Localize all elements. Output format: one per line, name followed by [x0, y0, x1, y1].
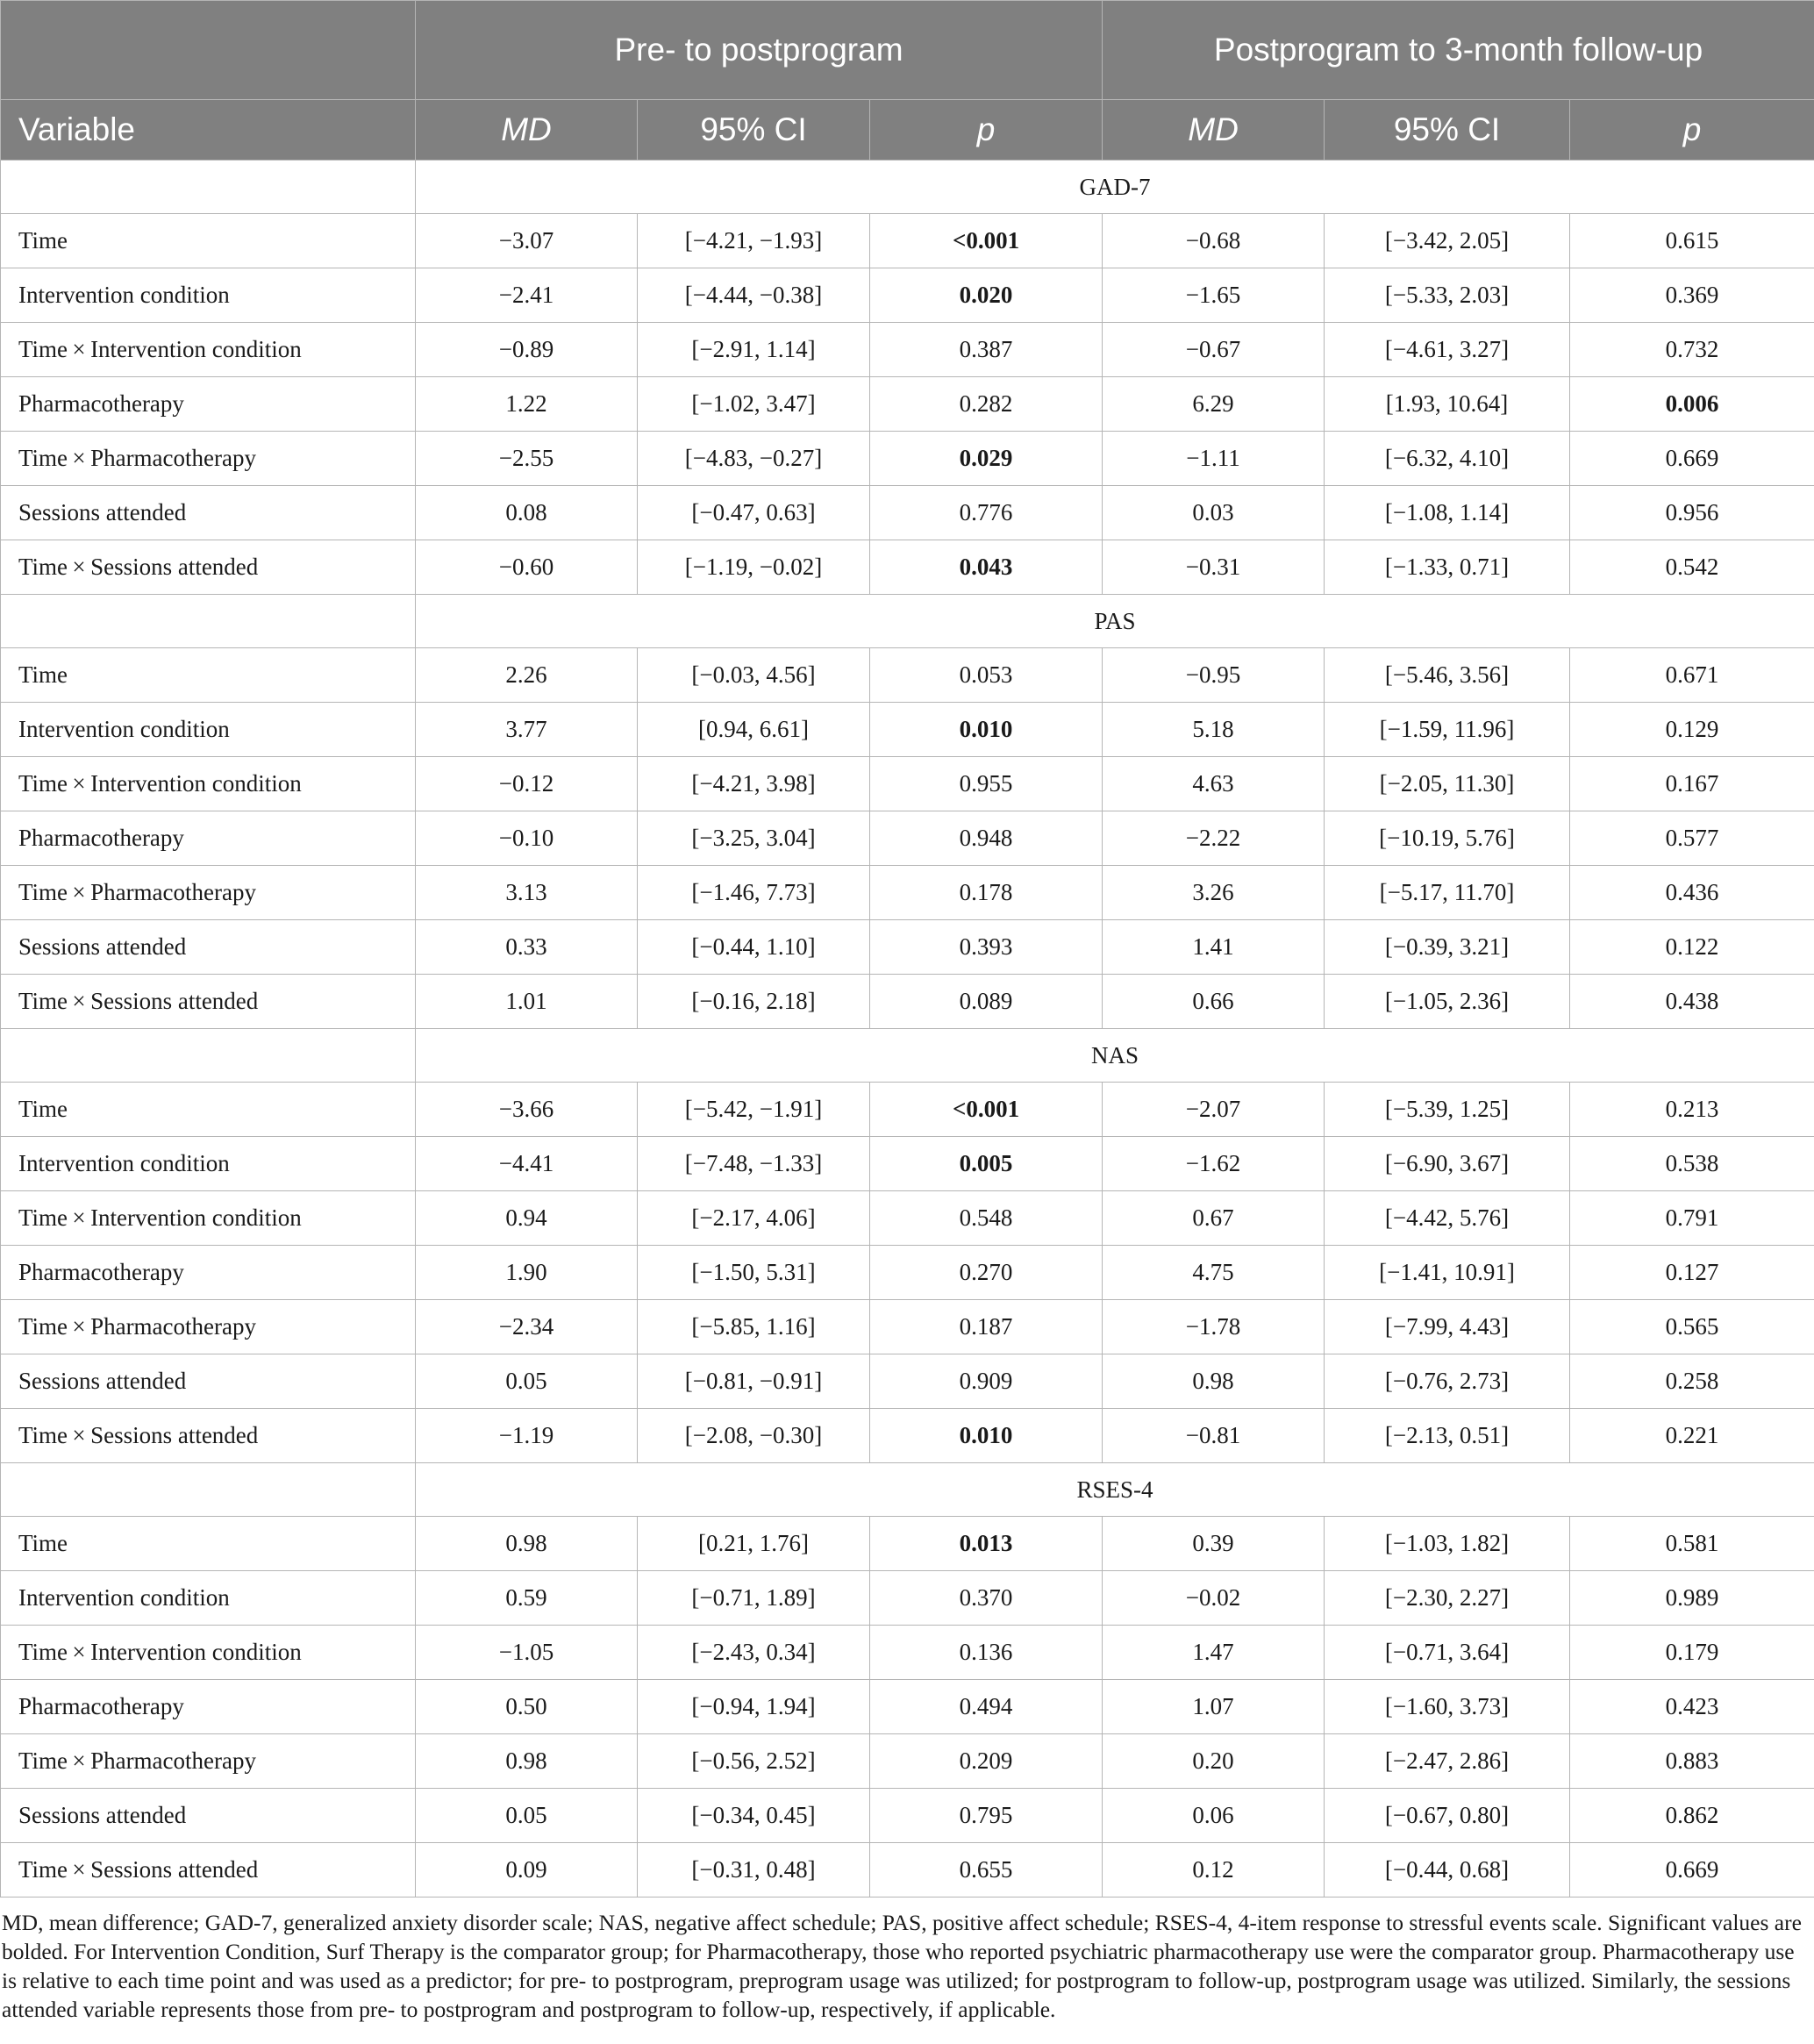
ci-pre: [−5.42, −1.91]: [638, 1083, 870, 1137]
p-pre: 0.010: [870, 703, 1103, 757]
p-pre: 0.370: [870, 1571, 1103, 1626]
header-p-pre: p: [870, 100, 1103, 161]
md-follow: 4.75: [1103, 1246, 1325, 1300]
ci-pre: [−2.08, −0.30]: [638, 1409, 870, 1463]
row-label: Intervention condition: [1, 1137, 416, 1191]
md-follow: 6.29: [1103, 377, 1325, 432]
p-follow: 0.581: [1570, 1517, 1814, 1571]
p-pre: 0.013: [870, 1517, 1103, 1571]
md-follow: 0.67: [1103, 1191, 1325, 1246]
md-follow: −2.07: [1103, 1083, 1325, 1137]
section-empty-cell: [1, 161, 416, 214]
md-follow: −0.67: [1103, 323, 1325, 377]
p-follow: 0.258: [1570, 1354, 1814, 1409]
ci-pre: [−2.91, 1.14]: [638, 323, 870, 377]
p-pre: 0.089: [870, 975, 1103, 1029]
table-row: [1, 703, 1814, 757]
ci-follow: [−4.42, 5.76]: [1325, 1191, 1570, 1246]
ci-pre: [−0.31, 0.48]: [638, 1843, 870, 1897]
table-row: [1, 486, 1814, 540]
p-pre: 0.795: [870, 1789, 1103, 1843]
ci-pre: [−4.21, 3.98]: [638, 757, 870, 811]
ci-pre: [−3.25, 3.04]: [638, 811, 870, 866]
md-pre: 0.05: [416, 1789, 638, 1843]
md-follow: 5.18: [1103, 703, 1325, 757]
row-label: Time × Sessions attended: [1, 975, 416, 1029]
ci-pre: [−0.71, 1.89]: [638, 1571, 870, 1626]
md-follow: −1.62: [1103, 1137, 1325, 1191]
ci-follow: [−0.44, 0.68]: [1325, 1843, 1570, 1897]
md-follow: 1.07: [1103, 1680, 1325, 1734]
p-follow: 0.179: [1570, 1626, 1814, 1680]
p-follow: 0.127: [1570, 1246, 1814, 1300]
p-pre: 0.494: [870, 1680, 1103, 1734]
ci-pre: [−0.16, 2.18]: [638, 975, 870, 1029]
md-follow: −0.81: [1103, 1409, 1325, 1463]
p-pre: <0.001: [870, 214, 1103, 268]
ci-pre: [−0.03, 4.56]: [638, 648, 870, 703]
ci-follow: [−5.33, 2.03]: [1325, 268, 1570, 323]
header-variable: Variable: [1, 100, 416, 161]
header-column-row: [1, 100, 1814, 161]
table-row: [1, 1680, 1814, 1734]
md-follow: 3.26: [1103, 866, 1325, 920]
p-pre: 0.270: [870, 1246, 1103, 1300]
table-row: [1, 757, 1814, 811]
table-body: [1, 161, 1814, 1897]
section-empty-cell: [1, 1029, 416, 1083]
p-pre: 0.776: [870, 486, 1103, 540]
p-follow: 0.438: [1570, 975, 1814, 1029]
md-pre: 1.01: [416, 975, 638, 1029]
md-pre: 0.33: [416, 920, 638, 975]
ci-follow: [−1.03, 1.82]: [1325, 1517, 1570, 1571]
row-label: Time × Sessions attended: [1, 1409, 416, 1463]
table-row: [1, 975, 1814, 1029]
p-pre: 0.005: [870, 1137, 1103, 1191]
row-label: Time × Intervention condition: [1, 1191, 416, 1246]
row-label: Time: [1, 214, 416, 268]
ci-pre: [−2.43, 0.34]: [638, 1626, 870, 1680]
p-follow: 0.006: [1570, 377, 1814, 432]
ci-follow: [−0.67, 0.80]: [1325, 1789, 1570, 1843]
md-pre: 1.90: [416, 1246, 638, 1300]
ci-follow: [−4.61, 3.27]: [1325, 323, 1570, 377]
p-follow: 0.221: [1570, 1409, 1814, 1463]
md-follow: 0.98: [1103, 1354, 1325, 1409]
md-follow: 0.20: [1103, 1734, 1325, 1789]
ci-follow: [−1.60, 3.73]: [1325, 1680, 1570, 1734]
table-footnote: MD, mean difference; GAD-7, generalized anxiety disorder scale; NAS, negative affect schedule; PAS, positive affect schedule; RSES-4, 4-item response to stressful events scale. Significant values are bolded. For Intervention Condition, Surf Therapy is the comparator group; for Pharmacotherapy, those who reported psychiatric pharmacotherapy use were the comparator group. Pharmacotherapy use is relative to each time point and was used as a predictor; for pre- to postprogram, preprogram usage was utilized; for postprogram to follow-up, postprogram usage was utilized. Similarly, the sessions attended variable represents those from pre- to postprogram and postprogram to follow-up, respectively, if applicable.: [2, 1910, 1802, 2022]
md-pre: −3.07: [416, 214, 638, 268]
header-md-pre: MD: [416, 100, 638, 161]
row-label: Time × Pharmacotherapy: [1, 866, 416, 920]
p-follow: 0.423: [1570, 1680, 1814, 1734]
p-follow: 0.791: [1570, 1191, 1814, 1246]
p-follow: 0.669: [1570, 432, 1814, 486]
p-follow: 0.989: [1570, 1571, 1814, 1626]
ci-pre: [−1.19, −0.02]: [638, 540, 870, 595]
row-label: Time: [1, 1517, 416, 1571]
md-follow: 0.03: [1103, 486, 1325, 540]
section-row: [1, 595, 1814, 648]
p-pre: 0.178: [870, 866, 1103, 920]
p-follow: 0.577: [1570, 811, 1814, 866]
ci-follow: [−1.05, 2.36]: [1325, 975, 1570, 1029]
p-follow: 0.862: [1570, 1789, 1814, 1843]
header-group-row: [1, 1, 1814, 100]
section-title: GAD-7: [416, 161, 1814, 214]
ci-follow: [−1.08, 1.14]: [1325, 486, 1570, 540]
p-follow: 0.669: [1570, 1843, 1814, 1897]
ci-pre: [0.94, 6.61]: [638, 703, 870, 757]
md-follow: −1.65: [1103, 268, 1325, 323]
md-pre: −1.19: [416, 1409, 638, 1463]
table-row: [1, 268, 1814, 323]
section-empty-cell: [1, 1463, 416, 1517]
header-empty-cell: [1, 1, 416, 100]
md-pre: −0.89: [416, 323, 638, 377]
md-pre: 0.50: [416, 1680, 638, 1734]
row-label: Intervention condition: [1, 268, 416, 323]
ci-follow: [−5.46, 3.56]: [1325, 648, 1570, 703]
header-md-follow: MD: [1103, 100, 1325, 161]
row-label: Sessions attended: [1, 1354, 416, 1409]
row-label: Sessions attended: [1, 920, 416, 975]
ci-pre: [−5.85, 1.16]: [638, 1300, 870, 1354]
p-pre: 0.387: [870, 323, 1103, 377]
ci-follow: [−1.41, 10.91]: [1325, 1246, 1570, 1300]
p-pre: 0.955: [870, 757, 1103, 811]
section-title: PAS: [416, 595, 1814, 648]
p-pre: 0.393: [870, 920, 1103, 975]
p-follow: 0.883: [1570, 1734, 1814, 1789]
row-label: Pharmacotherapy: [1, 377, 416, 432]
p-pre: 0.948: [870, 811, 1103, 866]
table-row: [1, 648, 1814, 703]
md-follow: 4.63: [1103, 757, 1325, 811]
row-label: Time × Sessions attended: [1, 540, 416, 595]
p-pre: 0.655: [870, 1843, 1103, 1897]
md-follow: −0.31: [1103, 540, 1325, 595]
row-label: Time × Intervention condition: [1, 323, 416, 377]
md-pre: 0.98: [416, 1734, 638, 1789]
ci-follow: [−5.17, 11.70]: [1325, 866, 1570, 920]
p-pre: 0.282: [870, 377, 1103, 432]
md-pre: −2.55: [416, 432, 638, 486]
table-row: [1, 1734, 1814, 1789]
md-pre: 0.09: [416, 1843, 638, 1897]
md-follow: 1.47: [1103, 1626, 1325, 1680]
ci-follow: [−10.19, 5.76]: [1325, 811, 1570, 866]
p-follow: 0.956: [1570, 486, 1814, 540]
p-pre: 0.020: [870, 268, 1103, 323]
ci-follow: [−0.39, 3.21]: [1325, 920, 1570, 975]
ci-pre: [−0.44, 1.10]: [638, 920, 870, 975]
md-follow: −0.68: [1103, 214, 1325, 268]
row-label: Time × Pharmacotherapy: [1, 1300, 416, 1354]
table-row: [1, 540, 1814, 595]
ci-pre: [−0.94, 1.94]: [638, 1680, 870, 1734]
md-follow: −2.22: [1103, 811, 1325, 866]
md-follow: 0.39: [1103, 1517, 1325, 1571]
p-follow: 0.369: [1570, 268, 1814, 323]
section-row: [1, 1463, 1814, 1517]
p-pre: 0.136: [870, 1626, 1103, 1680]
row-label: Time × Pharmacotherapy: [1, 1734, 416, 1789]
p-follow: 0.213: [1570, 1083, 1814, 1137]
ci-pre: [−2.17, 4.06]: [638, 1191, 870, 1246]
ci-follow: [−1.33, 0.71]: [1325, 540, 1570, 595]
row-label: Sessions attended: [1, 486, 416, 540]
section-row: [1, 1029, 1814, 1083]
ci-follow: [−2.13, 0.51]: [1325, 1409, 1570, 1463]
ci-pre: [−0.81, −0.91]: [638, 1354, 870, 1409]
p-follow: 0.538: [1570, 1137, 1814, 1191]
md-follow: −1.78: [1103, 1300, 1325, 1354]
table-row: [1, 1354, 1814, 1409]
row-label: Intervention condition: [1, 1571, 416, 1626]
p-follow: 0.565: [1570, 1300, 1814, 1354]
p-pre: 0.010: [870, 1409, 1103, 1463]
md-pre: 0.08: [416, 486, 638, 540]
ci-pre: [−0.34, 0.45]: [638, 1789, 870, 1843]
ci-pre: [−0.56, 2.52]: [638, 1734, 870, 1789]
p-pre: 0.909: [870, 1354, 1103, 1409]
p-pre: 0.187: [870, 1300, 1103, 1354]
ci-follow: [−2.47, 2.86]: [1325, 1734, 1570, 1789]
table-row: [1, 1191, 1814, 1246]
md-pre: −2.41: [416, 268, 638, 323]
row-label: Pharmacotherapy: [1, 1246, 416, 1300]
md-pre: 3.77: [416, 703, 638, 757]
ci-follow: [−6.32, 4.10]: [1325, 432, 1570, 486]
row-label: Time × Sessions attended: [1, 1843, 416, 1897]
p-pre: 0.053: [870, 648, 1103, 703]
header-ci-follow: 95% CI: [1325, 100, 1570, 161]
p-follow: 0.122: [1570, 920, 1814, 975]
table-row: [1, 1300, 1814, 1354]
table-row: [1, 1571, 1814, 1626]
table-row: [1, 811, 1814, 866]
md-pre: −3.66: [416, 1083, 638, 1137]
p-follow: 0.671: [1570, 648, 1814, 703]
md-follow: 0.06: [1103, 1789, 1325, 1843]
ci-follow: [−3.42, 2.05]: [1325, 214, 1570, 268]
row-label: Pharmacotherapy: [1, 1680, 416, 1734]
md-follow: 0.12: [1103, 1843, 1325, 1897]
ci-follow: [−6.90, 3.67]: [1325, 1137, 1570, 1191]
header-ci-pre: 95% CI: [638, 100, 870, 161]
ci-follow: [−2.05, 11.30]: [1325, 757, 1570, 811]
md-pre: 1.22: [416, 377, 638, 432]
md-pre: −1.05: [416, 1626, 638, 1680]
md-follow: −1.11: [1103, 432, 1325, 486]
p-pre: 0.043: [870, 540, 1103, 595]
table-row: [1, 377, 1814, 432]
md-pre: −4.41: [416, 1137, 638, 1191]
table-row: [1, 1137, 1814, 1191]
table-row: [1, 1083, 1814, 1137]
p-follow: 0.615: [1570, 214, 1814, 268]
md-pre: 0.59: [416, 1571, 638, 1626]
table-row: [1, 866, 1814, 920]
p-pre: 0.029: [870, 432, 1103, 486]
p-pre: <0.001: [870, 1083, 1103, 1137]
ci-follow: [−1.59, 11.96]: [1325, 703, 1570, 757]
table-row: [1, 1517, 1814, 1571]
header-group-follow: Postprogram to 3-month follow-up: [1103, 1, 1814, 100]
p-pre: 0.209: [870, 1734, 1103, 1789]
table-row: [1, 214, 1814, 268]
ci-pre: [−4.44, −0.38]: [638, 268, 870, 323]
ci-pre: [−4.21, −1.93]: [638, 214, 870, 268]
row-label: Time: [1, 1083, 416, 1137]
section-title: NAS: [416, 1029, 1814, 1083]
row-label: Time × Pharmacotherapy: [1, 432, 416, 486]
md-pre: −0.60: [416, 540, 638, 595]
ci-follow: [−5.39, 1.25]: [1325, 1083, 1570, 1137]
ci-follow: [−7.99, 4.43]: [1325, 1300, 1570, 1354]
ci-pre: [−4.83, −0.27]: [638, 432, 870, 486]
p-pre: 0.548: [870, 1191, 1103, 1246]
table-row: [1, 1789, 1814, 1843]
p-follow: 0.542: [1570, 540, 1814, 595]
ci-follow: [−0.76, 2.73]: [1325, 1354, 1570, 1409]
md-follow: −0.95: [1103, 648, 1325, 703]
md-pre: −2.34: [416, 1300, 638, 1354]
p-follow: 0.436: [1570, 866, 1814, 920]
section-row: [1, 161, 1814, 214]
md-pre: 2.26: [416, 648, 638, 703]
md-follow: 1.41: [1103, 920, 1325, 975]
table-row: [1, 920, 1814, 975]
row-label: Time × Intervention condition: [1, 757, 416, 811]
md-follow: 0.66: [1103, 975, 1325, 1029]
ci-follow: [−2.30, 2.27]: [1325, 1571, 1570, 1626]
row-label: Intervention condition: [1, 703, 416, 757]
row-label: Time × Intervention condition: [1, 1626, 416, 1680]
table-row: [1, 1626, 1814, 1680]
row-label: Time: [1, 648, 416, 703]
section-empty-cell: [1, 595, 416, 648]
ci-pre: [−1.50, 5.31]: [638, 1246, 870, 1300]
ci-pre: [−0.47, 0.63]: [638, 486, 870, 540]
section-title: RSES-4: [416, 1463, 1814, 1517]
table-header: [1, 1, 1814, 161]
ci-pre: [−1.02, 3.47]: [638, 377, 870, 432]
md-pre: 0.94: [416, 1191, 638, 1246]
table-row: [1, 1246, 1814, 1300]
table-row: [1, 1409, 1814, 1463]
p-follow: 0.129: [1570, 703, 1814, 757]
md-pre: −0.10: [416, 811, 638, 866]
md-follow: −0.02: [1103, 1571, 1325, 1626]
row-label: Sessions attended: [1, 1789, 416, 1843]
md-pre: 3.13: [416, 866, 638, 920]
ci-pre: [0.21, 1.76]: [638, 1517, 870, 1571]
header-group-pre: Pre- to postprogram: [416, 1, 1103, 100]
header-p-follow: p: [1570, 100, 1814, 161]
table-row: [1, 1843, 1814, 1897]
ci-pre: [−7.48, −1.33]: [638, 1137, 870, 1191]
p-follow: 0.167: [1570, 757, 1814, 811]
ci-follow: [−0.71, 3.64]: [1325, 1626, 1570, 1680]
p-follow: 0.732: [1570, 323, 1814, 377]
md-pre: 0.05: [416, 1354, 638, 1409]
md-pre: 0.98: [416, 1517, 638, 1571]
ci-pre: [−1.46, 7.73]: [638, 866, 870, 920]
table-row: [1, 323, 1814, 377]
row-label: Pharmacotherapy: [1, 811, 416, 866]
md-pre: −0.12: [416, 757, 638, 811]
table-row: [1, 432, 1814, 486]
ci-follow: [1.93, 10.64]: [1325, 377, 1570, 432]
